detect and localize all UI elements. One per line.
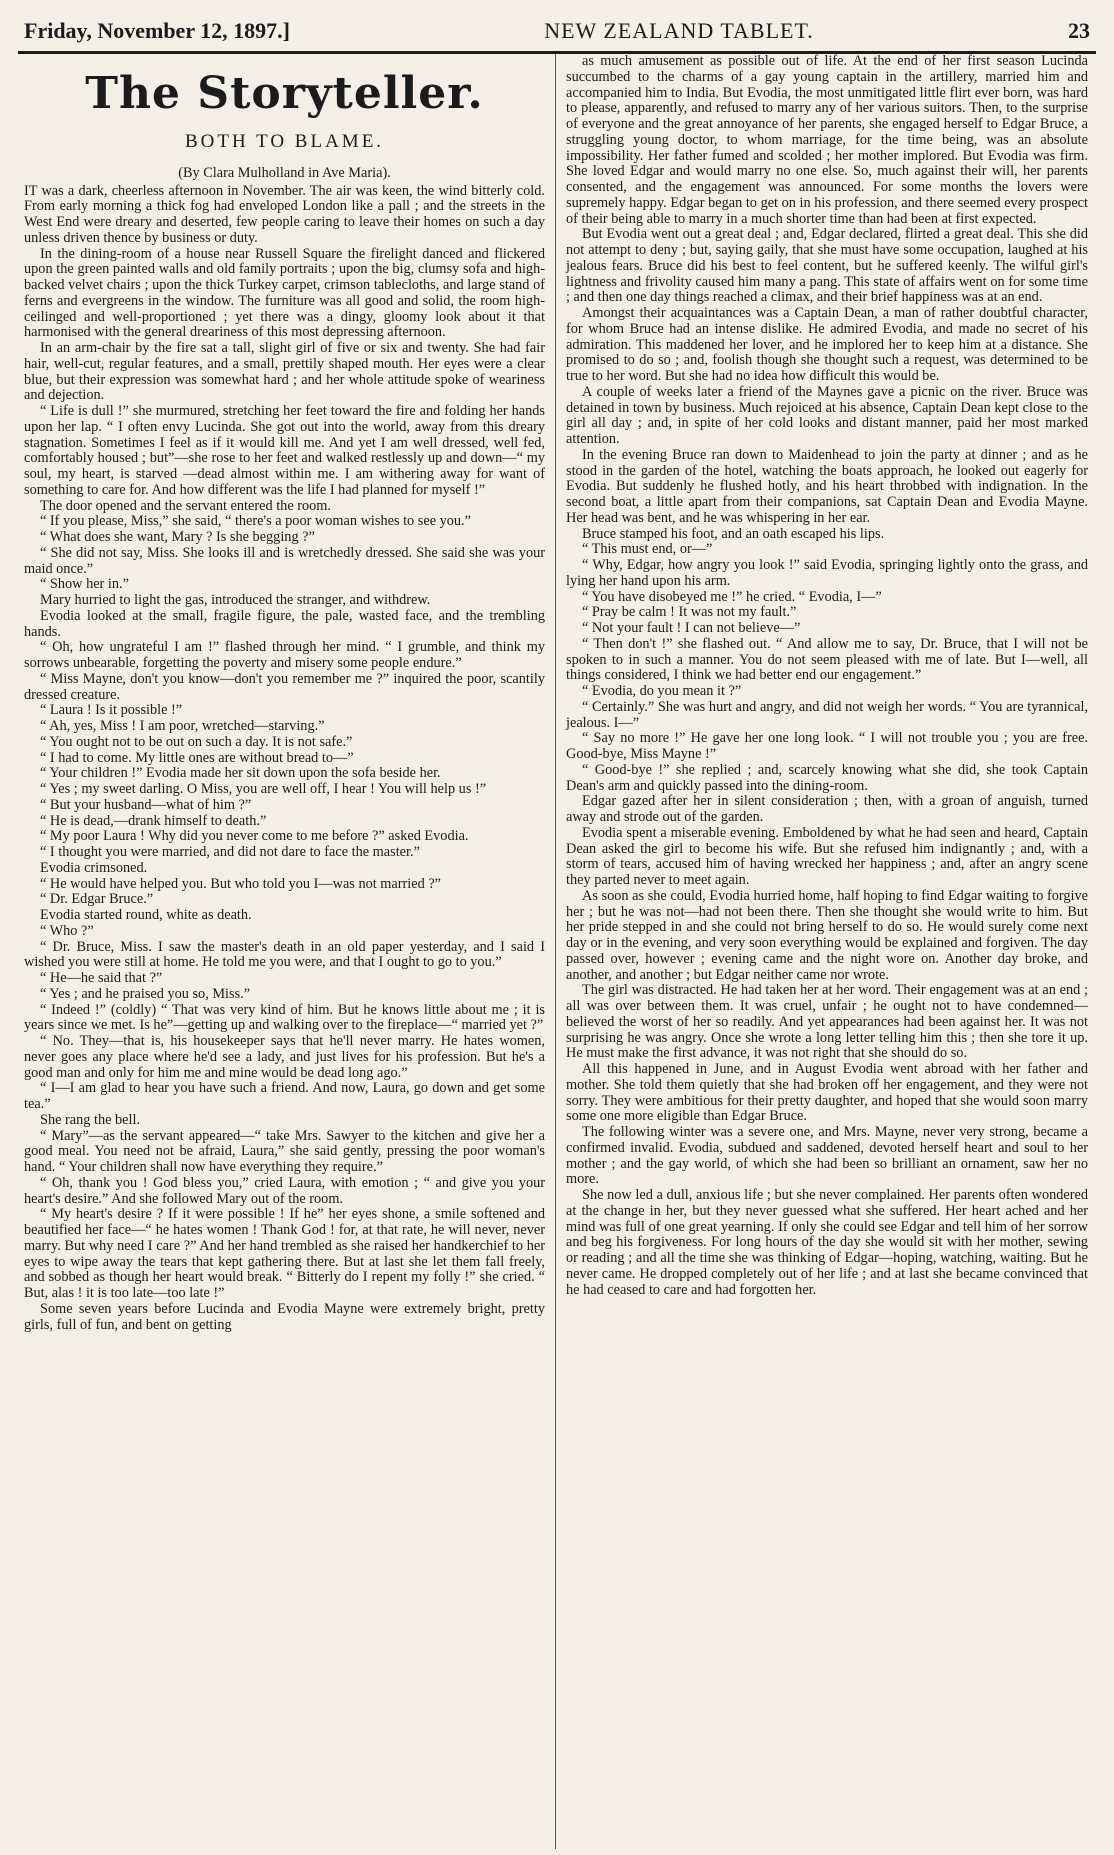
story-paragraph: “ You ought not to be out on such a day. It is not safe.”	[40, 733, 353, 750]
story-paragraph: She now led a dull, anxious life ; but she never complained. Her parents often wondered at the change in her, but they never guessed what she suffered. Her heart ached and her mind was full of one great yearning. If only she could see Edgar and tell him of her sorrow and beg his forgiveness. For long hours of the day she would sit with her mother, sewing or reading ; and all the time she was thinking of Edgar—hoping, watching, waiting. But he never came. He dropped completely out of her life ; and at last she became convinced that he had ceased to care and had forgotten her.	[566, 1187, 1088, 1298]
story-paragraph: She rang the bell.	[40, 1111, 141, 1128]
story-paragraph: “ This must end, or—”	[582, 541, 713, 558]
story-byline: (By Clara Mulholland in Ave Maria).	[178, 164, 391, 181]
story-paragraph: “ Your children !” Evodia made her sit down upon the sofa beside her.	[40, 765, 441, 782]
story-paragraph: In an arm-chair by the fire sat a tall, slight girl of five or six and twenty. She had fair hair, well-cut, regular features, and a small, prettily shaped mouth. Her eyes were a clear blue, but their expression was somewhat hard ; and her whole attitude spoke of weariness and dejection.	[24, 340, 545, 404]
running-header	[18, 18, 1096, 54]
story-paragraph: “ Not your fault ! I can not believe—”	[582, 620, 801, 636]
story-paragraph: “ He would have helped you. But who told you I—was not married ?”	[40, 875, 442, 892]
story-paragraph: “ Why, Edgar, how angry you look !” said Evodia, springing lightly onto the grass, and lying her hand upon his arm.	[566, 557, 1088, 589]
story-paragraph: “ Dr. Bruce, Miss. I saw the master's death in an old paper yesterday, and I said I wished you were still at home. He told me you were, and that I ought to go to you.”	[24, 938, 545, 971]
story-paragraph: The girl was distracted. He had taken her at her word. Their engagement was at an end ; all was over between them. It was cruel, unfair ; he ought not to have condemned—believed the worst of her so readily. And yet appearances had been against her. It was not surprising he was angry. Once she wrote a long letter telling him this ; then she tore it up. He must make the first advance, it was not right that she should do so.	[566, 982, 1088, 1062]
story-paragraph: “ But your husband—what of him ?”	[40, 796, 252, 813]
story-paragraph: “ Pray be calm ! It was not my fault.”	[582, 604, 797, 621]
story-paragraph: “ Ah, yes, Miss ! I am poor, wretched—starving.”	[40, 718, 325, 734]
story-paragraph: “ You have disobeyed me !” he cried. “ Evodia, I—”	[582, 588, 882, 605]
story-paragraph: In the dining-room of a house near Russell Square the firelight danced and flickered upon the green painted walls and old family portraits ; upon the big, clumsy sofa and high-backed velvet chairs ; upon the thick Turkey carpet, crimson tablecloths, and large stand of ferns and evergreens in the window. The furniture was all good and solid, the room high-ceilinged and well-proportioned ; yet there was a dingy, gloomy look about it that harmonised with the general dreariness of this most depressing afternoon.	[24, 245, 545, 341]
story-paragraph: Bruce stamped his foot, and an oath escaped his lips.	[582, 525, 885, 542]
story-paragraph: “ I thought you were married, and did not dare to face the master.”	[40, 844, 420, 860]
story-paragraph: “ If you please, Miss,” she said, “ there's a poor woman wishes to see you.”	[40, 513, 471, 530]
column-right	[556, 54, 1094, 1849]
story-paragraph: “ My heart's desire ? If it were possible ! If he” her eyes shone, a smile softened and beautified her face—“ he hates women ! Thank God ! for, at that rate, he will never, never marry. But why need I care ?” And her hand trembled as she raised her handkerchief to her eyes to wipe away the tears that kept gathering there. But at last she let them fall freely, and sobbed as though her heart would break. “ Bitterly do I repent my folly !” she cried. “ But, alas ! it is too late—too late !”	[24, 1206, 545, 1301]
story-paragraph: Evodia crimsoned.	[40, 859, 148, 876]
article-columns	[18, 54, 1096, 1849]
section-masthead: The Storyteller.	[85, 68, 484, 119]
story-paragraph: “ I—I am glad to hear you have such a friend. And now, Laura, go down and get some tea.”	[24, 1080, 545, 1112]
story-paragraph: All this happened in June, and in August Evodia went abroad with her father and mother. She told them quietly that she had broken off her engagement, and they were not sorry. They were ambitious for their pretty daughter, and hoped that she would soon marry some one more eligible than Edgar Bruce.	[566, 1061, 1088, 1125]
story-paragraph: “ Say no more !” He gave her one long look. “ I will not trouble you ; you are free. Good-bye, Miss Mayne !”	[566, 730, 1088, 762]
story-paragraph: “ No. They—that is, his housekeeper says that he'll never marry. He hates women, never goes any place where he'd see a lady, and just lives for his profession. But he's a good man and only for him me and mine would be dead long ago.”	[24, 1033, 545, 1081]
story-paragraph: The following winter was a severe one, and Mrs. Mayne, never very strong, became a confirmed invalid. Evodia, subdued and saddened, devoted herself heart and soul to her mother ; and the gay world, of which she had been so brilliant an ornament, saw her no more.	[566, 1124, 1088, 1188]
story-paragraph: “ She did not say, Miss. She looks ill and is wretchedly dressed. She said she was your maid once.”	[24, 544, 545, 577]
story-paragraph: “ Yes ; my sweet darling. O Miss, you are well off, I hear ! You will help us !”	[40, 781, 487, 797]
story-paragraph: Evodia started round, white as death.	[40, 907, 252, 923]
story-paragraph: “ He—he said that ?”	[40, 970, 163, 986]
story-paragraph: “ Then don't !” she flashed out. “ And allow me to say, Dr. Bruce, that I will not be spoken to in such a manner. You do not seem pleased with me of late. But I—well, all things considered, I think we had better end our engagement.”	[566, 635, 1088, 684]
publication-title: NEW ZEALAND TABLET.	[544, 18, 814, 43]
column-left	[18, 54, 556, 1849]
issue-date: Friday, November 12, 1897.]	[24, 18, 291, 43]
story-paragraph: In the evening Bruce ran down to Maidenhead to join the party at dinner ; and as he stood in the garden of the hotel, watching the boats approach, he looked out eagerly for Evodia. But suddenly he flushed hotly, and his heart throbbed with indignation. In the second boat, a little apart from their companions, sat Captain Dean and Evodia Mayne. Her head was bent, and he was whispering in her ear.	[566, 446, 1088, 526]
story-paragraph: “ Certainly.” She was hurt and angry, and did not weigh her words. “ You are tyrannical, jealous. I—”	[566, 698, 1088, 731]
story-paragraph: “ Oh, thank you ! God bless you,” cried Laura, with emotion ; “ and give you your heart's desire.” And she followed Mary out of the room.	[24, 1174, 545, 1207]
story-paragraph: A couple of weeks later a friend of the Maynes gave a picnic on the river. Bruce was detained in town by business. Much rejoiced at his absence, Captain Dean kept close to the girl all day ; and, in spite of her cold looks and distant manner, paid her most marked attention.	[566, 383, 1088, 447]
story-paragraph: “ Mary”—as the servant appeared—“ take Mrs. Sawyer to the kitchen and give her a good meal. You need not be afraid, Laura,” she said gently, pressing the poor woman's hand. “ Your children shall now have everything they require.”	[24, 1127, 545, 1175]
story-paragraph: “ Miss Mayne, don't you know—don't you remember me ?” inquired the poor, scantily dressed creature.	[24, 670, 545, 703]
story-paragraph: Evodia spent a miserable evening. Emboldened by what he had seen and heard, Captain Dean asked the girl to become his wife. But she refused him indignantly ; and, with a storm of tears, accused him of having wrecked her happiness ; and, after an angry scene they parted never to meet again.	[566, 824, 1088, 888]
story-paragraph: “ Indeed !” (coldly) “ That was very kind of him. But he knows little about me ; it is years since we met. Is he”—getting up and walking over to the fireplace—“ married yet ?”	[24, 1001, 545, 1034]
story-paragraph: “ Good-bye !” she replied ; and, scarcely knowing what she did, she took Captain Dean's arm and quickly passed into the dining-room.	[566, 761, 1088, 794]
story-paragraph: “ Laura ! Is it possible !”	[40, 702, 183, 719]
story-paragraph: “ Show her in.”	[40, 576, 129, 593]
story-paragraph: “ What does she want, Mary ? Is she begging ?”	[40, 529, 315, 545]
story-paragraph: But Evodia went out a great deal ; and, Edgar declared, flirted a great deal. This she did not attempt to deny ; but, saying gaily, that she must have some occupation, laughed at his jealous fears. Bruce did his best to feel content, but he suffered keenly. The wilful girl's lightness and frivolity caused him many a pang. This state of affairs went on for some time ; and then one day things reached a climax, and their brief happiness was at an end.	[566, 226, 1088, 306]
page-number: 23	[1067, 18, 1090, 43]
story-paragraph: “ I had to come. My little ones are without bread to—”	[40, 749, 354, 766]
story-paragraph: “ Oh, how ungrateful I am !” flashed through her mind. “ I grumble, and think my sorrows unbearable, forgetting the poverty and misery some people endure.”	[24, 639, 545, 671]
story-paragraph: Edgar gazed after her in silent consideration ; then, with a groan of anguish, turned away and strode out of the garden.	[566, 793, 1088, 825]
story-paragraph: “ Evodia, do you mean it ?”	[582, 683, 742, 699]
story-paragraph: “ Life is dull !” she murmured, stretching her feet toward the fire and folding her hands upon her lap. “ I often envy Lucinda. She got out into the world, away from this dreary stagnation. Sometimes I feel as if it would kill me. And yet I am well dressed, well fed, comfortably housed ; but”—she rose to her feet and walked restlessly up and down—“ my soul, my heart, is starved —dead almost within me. I am withering away for want of something to care for. And how different was the life I had planned for myself !”	[24, 403, 545, 498]
story-paragraph: Evodia looked at the small, fragile figure, the pale, wasted face, and the trembling hands.	[24, 607, 545, 640]
story-paragraph: “ He is dead,—drank himself to death.”	[40, 812, 267, 829]
story-paragraph: as much amusement as possible out of life. At the end of her first season Lucinda succumbed to the charms of a gay young captain in the artillery, married him and accompanied him to India. But Evodia, the most unmitigated little flirt ever born, was hard to please, apparently, and refused to marry any of her various suitors. Then, to the surprise of everyone and the great annoyance of her parents, she engaged herself to Edgar Bruce, a struggling young doctor, to whom marriage, for the time being, was an absolute impossibility. Her father fumed and scolded ; her mother implored. But Evodia was firm. She loved Edgar and would marry no one else. So, much against their will, her parents consented, and the engagement was announced. For some months the lovers were supremely happy. Edgar began to get on in his profession, and there seemed every prospect of their being able to marry in a much shorter time than had been at first expected.	[566, 54, 1088, 227]
story-paragraph: As soon as she could, Evodia hurried home, half hoping to find Edgar waiting to forgive her ; but he was not—had not been there. Then she thought she would write to him. But her pride stepped in and she could not bring herself to do so. He would surely come next day or in the evening, and very soon everything would be explained and forgiven. The day passed over, however ; evening came and the night wore on. Another day broke, and another, and another ; but Edgar neither came nor wrote.	[566, 887, 1088, 983]
story-paragraph: The door opened and the servant entered the room.	[40, 497, 331, 514]
story-paragraph: Some seven years before Lucinda and Evodia Mayne were extremely bright, pretty girls, full of fun, and bent on getting	[24, 1300, 545, 1333]
story-paragraph: “ Dr. Edgar Bruce.”	[40, 891, 154, 908]
story-paragraph: “ Who ?”	[40, 922, 94, 939]
story-paragraph: “ Yes ; and he praised you so, Miss.”	[40, 985, 251, 1002]
story-title: BOTH TO BLAME.	[184, 131, 385, 152]
story-paragraph: IT was a dark, cheerless afternoon in November. The air was keen, the wind bitterly cold. From early morning a thick fog had enveloped London like a pall ; and the streets in the West End were dreary and deserted, few people caring to leave their homes on such a day unless driven thence by business or duty.	[24, 182, 545, 246]
story-paragraph: “ My poor Laura ! Why did you never come to me before ?” asked Evodia.	[40, 828, 469, 845]
story-paragraph: Amongst their acquaintances was a Captain Dean, a man of rather doubtful character, for whom Bruce had an intense dislike. He admired Evodia, and made no secret of his admiration. This maddened her lover, and he implored her to keep him at a distance. She promised to do so ; and, foolish though she thought such a request, was determined to be true to her word. But she had no idea how difficult this would be.	[566, 305, 1088, 384]
story-paragraph: Mary hurried to light the gas, introduced the stranger, and withdrew.	[40, 592, 431, 608]
